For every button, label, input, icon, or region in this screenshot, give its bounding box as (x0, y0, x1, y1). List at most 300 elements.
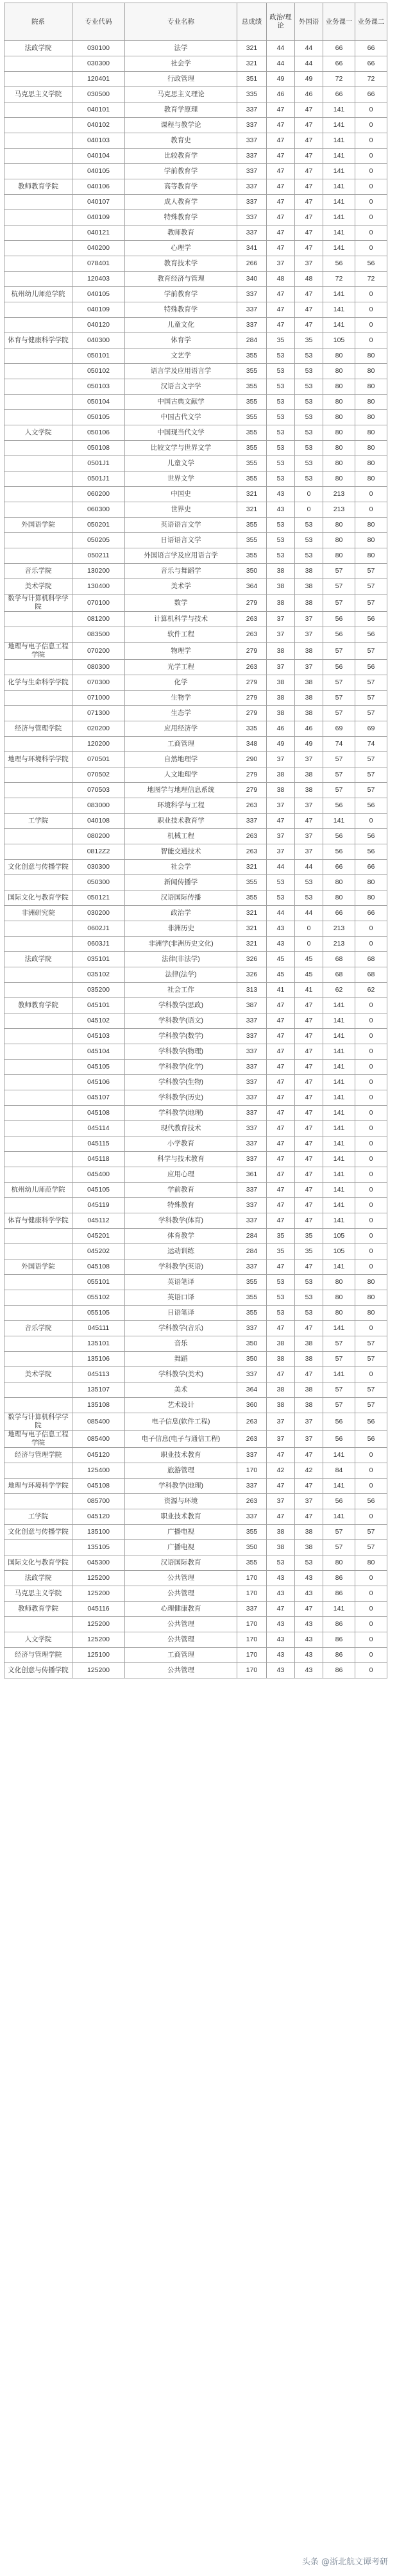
table-cell: 57 (323, 783, 355, 798)
table-cell: 0 (355, 1479, 387, 1494)
table-cell: 141 (323, 210, 355, 226)
table-cell: 0 (355, 1367, 387, 1382)
table-row (4, 410, 387, 425)
table-cell: 38 (295, 1398, 323, 1413)
table-cell: 279 (237, 595, 267, 612)
table-cell: 47 (295, 195, 323, 210)
table-cell: 0 (355, 1136, 387, 1152)
table-cell: 47 (267, 1167, 295, 1183)
table-cell: 53 (295, 441, 323, 456)
table-cell: 47 (295, 1509, 323, 1525)
table-cell: 学科教学(语文) (125, 1013, 237, 1029)
table-row (4, 660, 387, 675)
table-cell: 355 (237, 364, 267, 379)
college-cell: 外国语学院 (4, 1259, 72, 1275)
college-cell (4, 1352, 72, 1367)
table-row (4, 441, 387, 456)
table-cell: 321 (237, 906, 267, 921)
table-cell: 现代教育技术 (125, 1121, 237, 1136)
table-row (4, 767, 387, 783)
table-cell: 045120 (72, 1448, 125, 1463)
table-cell: 050201 (72, 518, 125, 533)
college-cell (4, 1090, 72, 1106)
table-cell: 生物学 (125, 691, 237, 706)
table-cell: 57 (323, 675, 355, 691)
table-cell: 47 (295, 1367, 323, 1382)
table-cell: 英语口译 (125, 1290, 237, 1306)
college-cell (4, 1167, 72, 1183)
table-cell: 37 (295, 1431, 323, 1448)
table-cell: 141 (323, 287, 355, 302)
table-cell: 80 (355, 364, 387, 379)
table-cell: 045114 (72, 1121, 125, 1136)
table-cell: 66 (355, 906, 387, 921)
table-cell: 37 (267, 1413, 295, 1431)
table-cell: 141 (323, 318, 355, 333)
table-cell: 130200 (72, 564, 125, 579)
table-cell: 141 (323, 103, 355, 118)
table-cell: 279 (237, 783, 267, 798)
table-cell: 355 (237, 1306, 267, 1321)
table-cell: 53 (295, 349, 323, 364)
college-cell: 经济与管理学院 (4, 1648, 72, 1663)
table-cell: 337 (237, 226, 267, 241)
table-cell: 学科教学(历史) (125, 1090, 237, 1106)
table-row (4, 706, 387, 721)
table-cell: 355 (237, 410, 267, 425)
table-cell: 47 (295, 302, 323, 318)
table-cell: 职业技术教育 (125, 1509, 237, 1525)
table-cell: 49 (295, 737, 323, 752)
table-row (4, 1321, 387, 1336)
table-cell: 0 (355, 103, 387, 118)
table-row (4, 595, 387, 612)
college-cell (4, 1229, 72, 1244)
table-cell: 040120 (72, 318, 125, 333)
table-cell: 44 (295, 906, 323, 921)
table-cell: 47 (295, 1136, 323, 1152)
table-cell: 学科教学(数学) (125, 1029, 237, 1044)
table-cell: 62 (355, 983, 387, 998)
table-cell: 53 (295, 1290, 323, 1306)
table-cell: 学科教学(英语) (125, 1259, 237, 1275)
table-cell: 071000 (72, 691, 125, 706)
table-cell: 0 (355, 814, 387, 829)
table-cell: 050101 (72, 349, 125, 364)
table-cell: 社会学 (125, 56, 237, 72)
college-cell (4, 1044, 72, 1060)
table-cell: 0 (355, 487, 387, 502)
table-cell: 80 (355, 441, 387, 456)
college-cell (4, 72, 72, 87)
table-cell: 355 (237, 1555, 267, 1571)
table-cell: 公共管理 (125, 1632, 237, 1648)
table-cell: 38 (295, 691, 323, 706)
table-cell: 66 (355, 41, 387, 56)
table-cell: 57 (323, 1336, 355, 1352)
table-cell: 337 (237, 1321, 267, 1336)
table-cell: 141 (323, 814, 355, 829)
college-cell: 教师教育学院 (4, 179, 72, 195)
table-cell: 120401 (72, 72, 125, 87)
table-row (4, 226, 387, 241)
table-cell: 050121 (72, 890, 125, 906)
table-row (4, 395, 387, 410)
table-cell: 085700 (72, 1494, 125, 1509)
table-row (4, 1352, 387, 1367)
table-cell: 050106 (72, 425, 125, 441)
table-cell: 物理学 (125, 643, 237, 660)
college-cell: 国际文化与教育学院 (4, 890, 72, 906)
college-cell (4, 133, 72, 149)
table-cell: 57 (323, 691, 355, 706)
table-header (4, 3, 387, 41)
table-cell: 0 (355, 133, 387, 149)
table-cell: 47 (295, 1602, 323, 1617)
college-cell (4, 844, 72, 860)
table-cell: 53 (295, 395, 323, 410)
table-cell: 045103 (72, 1029, 125, 1044)
table-cell: 57 (323, 564, 355, 579)
table-cell: 电子信息(电子与通信工程) (125, 1431, 237, 1448)
table-row (4, 1060, 387, 1075)
table-cell: 0 (355, 318, 387, 333)
table-cell: 0 (355, 226, 387, 241)
table-cell: 105 (323, 1244, 355, 1259)
table-cell: 86 (323, 1632, 355, 1648)
table-cell: 43 (267, 487, 295, 502)
table-cell: 43 (267, 921, 295, 937)
college-cell: 非洲研究院 (4, 906, 72, 921)
college-cell (4, 612, 72, 627)
table-cell: 040200 (72, 241, 125, 256)
table-cell: 0 (355, 1663, 387, 1678)
table-cell: 050205 (72, 533, 125, 548)
table-cell: 355 (237, 379, 267, 395)
table-cell: 045102 (72, 1013, 125, 1029)
table-cell: 337 (237, 164, 267, 179)
table-cell: 45 (267, 967, 295, 983)
table-row (4, 133, 387, 149)
table-cell: 170 (237, 1632, 267, 1648)
table-row (4, 1494, 387, 1509)
table-cell: 56 (355, 1413, 387, 1431)
table-cell: 53 (295, 472, 323, 487)
table-cell: 37 (267, 1431, 295, 1448)
table-cell: 音乐 (125, 1336, 237, 1352)
college-cell (4, 487, 72, 502)
table-cell: 53 (295, 425, 323, 441)
table-cell: 130400 (72, 579, 125, 595)
table-cell: 060300 (72, 502, 125, 518)
table-cell: 80 (323, 379, 355, 395)
table-cell: 081200 (72, 612, 125, 627)
table-cell: 74 (355, 737, 387, 752)
table-cell: 47 (267, 1509, 295, 1525)
table-cell: 355 (237, 875, 267, 890)
table-cell: 80 (323, 456, 355, 472)
table-cell: 0 (355, 921, 387, 937)
college-cell: 文化创意与传播学院 (4, 860, 72, 875)
table-cell: 355 (237, 395, 267, 410)
college-cell (4, 1306, 72, 1321)
table-cell: 43 (295, 1632, 323, 1648)
table-cell: 045118 (72, 1152, 125, 1167)
table-cell: 0 (355, 1617, 387, 1632)
table-cell: 045104 (72, 1044, 125, 1060)
table-cell: 135101 (72, 1336, 125, 1352)
table-row (4, 272, 387, 287)
table-cell: 80 (323, 518, 355, 533)
table-cell: 335 (237, 721, 267, 737)
table-cell: 0 (355, 1013, 387, 1029)
table-cell: 57 (323, 595, 355, 612)
table-row (4, 952, 387, 967)
table-cell: 337 (237, 302, 267, 318)
col-header: 业务课二 (355, 3, 387, 41)
table-cell: 37 (267, 256, 295, 272)
college-cell (4, 1540, 72, 1555)
college-cell (4, 1152, 72, 1167)
college-cell (4, 548, 72, 564)
table-cell: 47 (295, 1090, 323, 1106)
table-row (4, 1044, 387, 1060)
table-cell: 105 (323, 333, 355, 349)
table-cell: 045106 (72, 1075, 125, 1090)
college-cell: 地理与环境科学学院 (4, 1479, 72, 1494)
table-cell: 47 (295, 1044, 323, 1060)
table-cell: 47 (267, 998, 295, 1013)
table-cell: 38 (295, 1352, 323, 1367)
table-cell: 57 (355, 783, 387, 798)
table-cell: 47 (267, 179, 295, 195)
college-cell (4, 706, 72, 721)
table-cell: 86 (323, 1648, 355, 1663)
table-cell: 学科教学(化学) (125, 1060, 237, 1075)
table-cell: 56 (323, 660, 355, 675)
college-cell (4, 1060, 72, 1075)
table-cell: 47 (267, 1198, 295, 1213)
table-cell: 38 (267, 1540, 295, 1555)
table-cell: 38 (267, 1336, 295, 1352)
table-cell: 337 (237, 1479, 267, 1494)
table-cell: 53 (267, 425, 295, 441)
table-cell: 0 (355, 1244, 387, 1259)
table-cell: 80 (323, 1306, 355, 1321)
table-cell: 环境科学与工程 (125, 798, 237, 814)
table-row (4, 1663, 387, 1678)
table-cell: 53 (295, 533, 323, 548)
college-cell: 文化创意与传播学院 (4, 1525, 72, 1540)
table-cell: 特殊教育 (125, 1198, 237, 1213)
table-cell: 公共管理 (125, 1571, 237, 1586)
table-cell: 125100 (72, 1648, 125, 1663)
college-cell: 国际文化与教育学院 (4, 1555, 72, 1571)
college-cell: 法政学院 (4, 1571, 72, 1586)
table-cell: 法律(非法学) (125, 952, 237, 967)
table-cell: 46 (267, 721, 295, 737)
table-cell: 355 (237, 1275, 267, 1290)
table-row (4, 1431, 387, 1448)
table-cell: 数学 (125, 595, 237, 612)
table-cell: 53 (295, 548, 323, 564)
table-cell: 337 (237, 1121, 267, 1136)
table-row (4, 1617, 387, 1632)
table-cell: 080300 (72, 660, 125, 675)
table-cell: 045105 (72, 1060, 125, 1075)
table-cell: 72 (323, 272, 355, 287)
table-cell: 0 (355, 1586, 387, 1602)
table-row (4, 241, 387, 256)
table-cell: 141 (323, 1060, 355, 1075)
table-cell: 56 (355, 627, 387, 643)
table-cell: 141 (323, 133, 355, 149)
table-cell: 47 (295, 998, 323, 1013)
table-cell: 0 (355, 1259, 387, 1275)
table-cell: 80 (355, 548, 387, 564)
table-row (4, 425, 387, 441)
table-cell: 机械工程 (125, 829, 237, 844)
table-cell: 47 (267, 1029, 295, 1044)
table-cell: 43 (267, 937, 295, 952)
college-cell (4, 1013, 72, 1029)
table-cell: 56 (355, 612, 387, 627)
college-cell (4, 967, 72, 983)
table-cell: 38 (267, 643, 295, 660)
table-cell: 050103 (72, 379, 125, 395)
table-cell: 47 (295, 164, 323, 179)
table-cell: 37 (295, 1494, 323, 1509)
table-cell: 071300 (72, 706, 125, 721)
table-cell: 35 (295, 1244, 323, 1259)
table-row (4, 844, 387, 860)
table-cell: 学前教育学 (125, 287, 237, 302)
table-row (4, 1648, 387, 1663)
college-cell (4, 1029, 72, 1044)
table-cell: 040300 (72, 333, 125, 349)
table-cell: 80 (323, 1275, 355, 1290)
table-cell: 321 (237, 487, 267, 502)
table-row (4, 1306, 387, 1321)
college-cell (4, 318, 72, 333)
table-row (4, 41, 387, 56)
table-cell: 体育教学 (125, 1229, 237, 1244)
table-row (4, 1632, 387, 1648)
college-cell (4, 256, 72, 272)
table-row (4, 179, 387, 195)
table-cell: 38 (295, 579, 323, 595)
table-cell: 56 (323, 1413, 355, 1431)
table-cell: 53 (295, 1275, 323, 1290)
table-cell: 141 (323, 1259, 355, 1275)
table-cell: 050300 (72, 875, 125, 890)
col-header: 专业名称 (125, 3, 237, 41)
college-cell (4, 691, 72, 706)
college-cell: 马克思主义学院 (4, 87, 72, 103)
table-cell: 085400 (72, 1431, 125, 1448)
table-cell: 马克思主义理论 (125, 87, 237, 103)
college-cell (4, 395, 72, 410)
table-cell: 体育学 (125, 333, 237, 349)
table-cell: 321 (237, 41, 267, 56)
table-cell: 141 (323, 149, 355, 164)
table-cell: 53 (267, 472, 295, 487)
table-cell: 0 (355, 1198, 387, 1213)
table-cell: 030100 (72, 41, 125, 56)
table-cell: 80 (355, 518, 387, 533)
table-cell: 38 (295, 1336, 323, 1352)
college-cell (4, 1121, 72, 1136)
table-cell: 38 (267, 1398, 295, 1413)
table-cell: 141 (323, 302, 355, 318)
table-cell: 文艺学 (125, 349, 237, 364)
table-cell: 0 (295, 921, 323, 937)
table-cell: 非洲历史 (125, 921, 237, 937)
table-cell: 69 (355, 721, 387, 737)
table-cell: 80 (323, 349, 355, 364)
table-cell: 世界文学 (125, 472, 237, 487)
table-cell: 040105 (72, 287, 125, 302)
college-cell: 教师教育学院 (4, 998, 72, 1013)
table-cell: 045101 (72, 998, 125, 1013)
table-cell: 37 (295, 829, 323, 844)
table-cell: 337 (237, 1183, 267, 1198)
table-cell: 141 (323, 1602, 355, 1617)
table-cell: 44 (295, 56, 323, 72)
table-cell: 290 (237, 752, 267, 767)
table-cell: 0 (355, 1571, 387, 1586)
table-cell: 125400 (72, 1463, 125, 1479)
table-cell: 80 (355, 890, 387, 906)
table-cell: 337 (237, 1448, 267, 1463)
table-cell: 170 (237, 1571, 267, 1586)
table-row (4, 1198, 387, 1213)
table-cell: 66 (355, 56, 387, 72)
table-row (4, 737, 387, 752)
college-cell (4, 103, 72, 118)
college-cell (4, 149, 72, 164)
table-cell: 0 (355, 241, 387, 256)
table-cell: 38 (295, 1540, 323, 1555)
table-cell: 成人教育学 (125, 195, 237, 210)
table-cell: 57 (355, 691, 387, 706)
table-cell: 045400 (72, 1167, 125, 1183)
table-cell: 47 (295, 1121, 323, 1136)
table-cell: 141 (323, 1509, 355, 1525)
college-cell: 教师教育学院 (4, 1602, 72, 1617)
table-cell: 0 (355, 1167, 387, 1183)
table-cell: 38 (267, 595, 295, 612)
table-cell: 170 (237, 1586, 267, 1602)
table-cell: 80 (323, 875, 355, 890)
table-cell: 53 (267, 1275, 295, 1290)
table-cell: 47 (295, 226, 323, 241)
table-cell: 040103 (72, 133, 125, 149)
table-row (4, 643, 387, 660)
table-cell: 职业技术教育 (125, 1448, 237, 1463)
table-cell: 141 (323, 118, 355, 133)
table-cell: 56 (323, 798, 355, 814)
table-cell: 070501 (72, 752, 125, 767)
college-cell: 法政学院 (4, 952, 72, 967)
college-cell (4, 241, 72, 256)
table-cell: 46 (267, 87, 295, 103)
table-cell: 341 (237, 241, 267, 256)
table-cell: 337 (237, 1090, 267, 1106)
table-cell: 0 (355, 1509, 387, 1525)
table-cell: 80 (323, 441, 355, 456)
table-cell: 38 (267, 706, 295, 721)
